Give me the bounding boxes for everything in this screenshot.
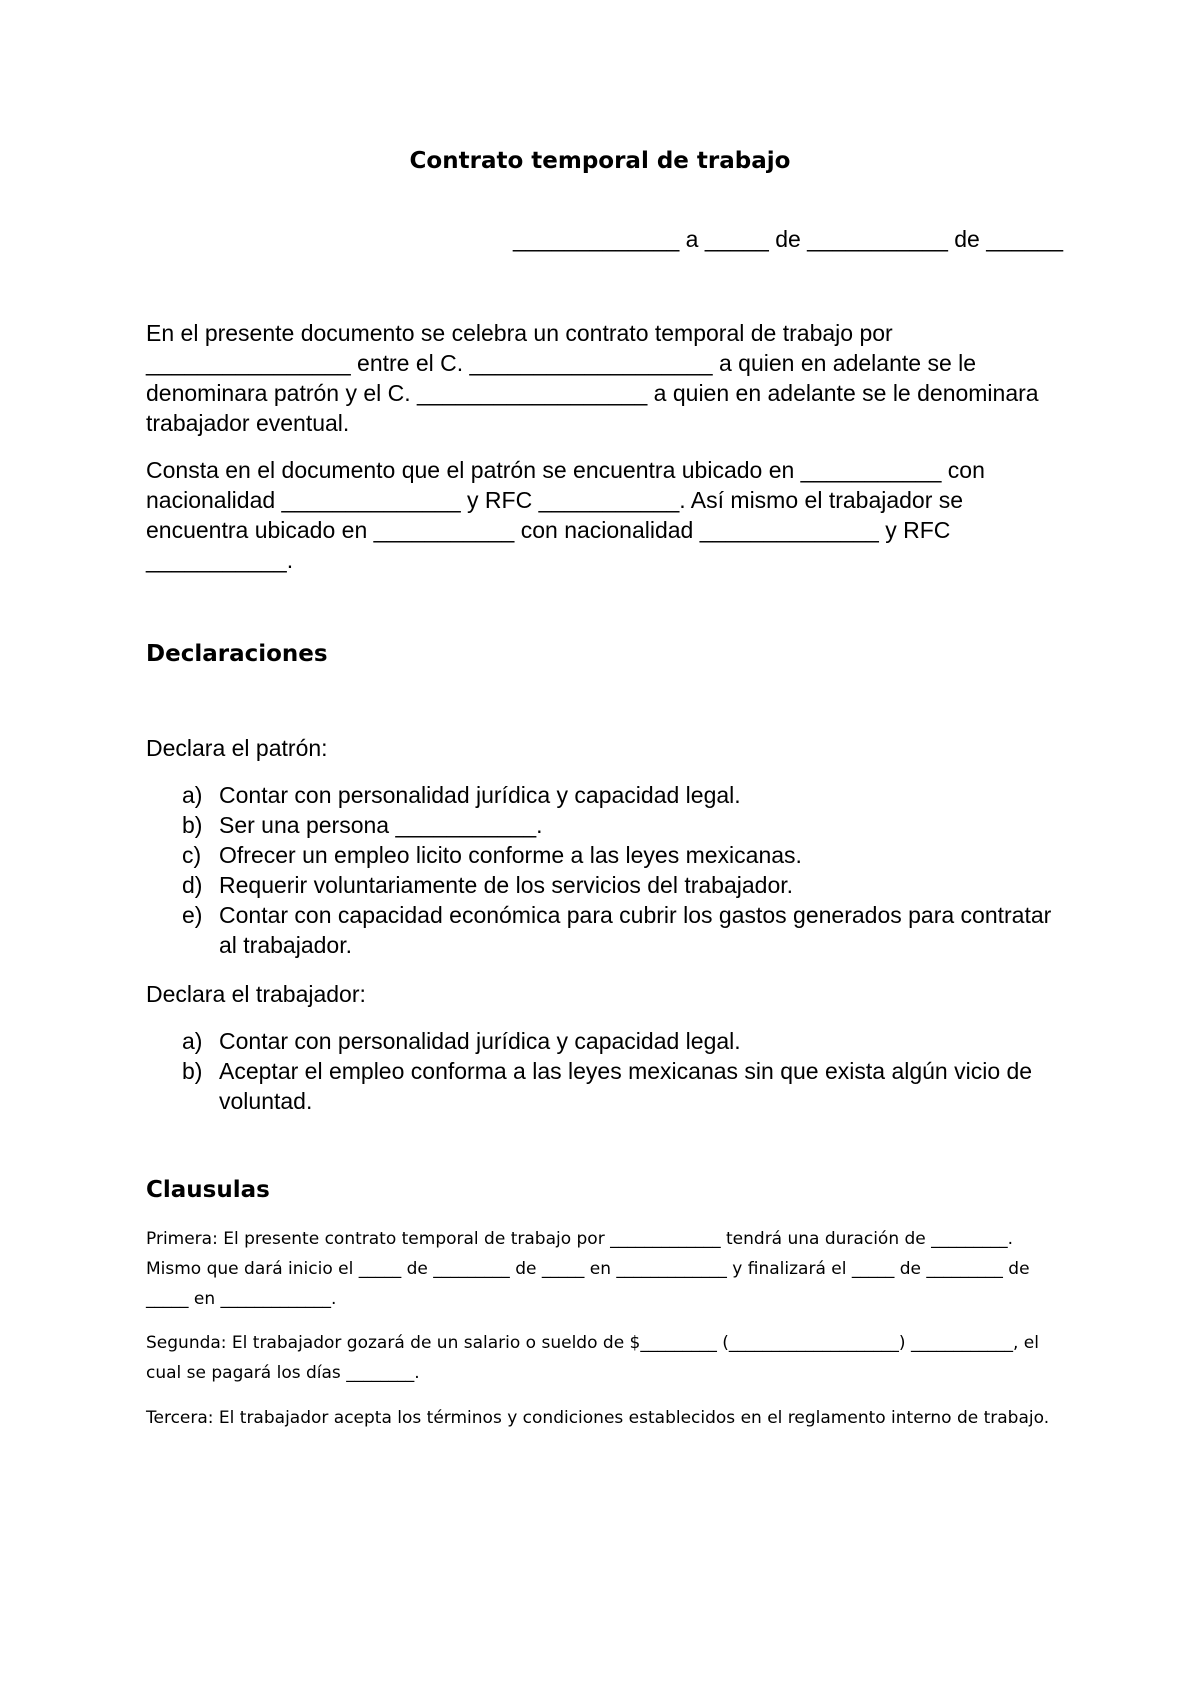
list-item-text: Contar con personalidad jurídica y capacidad legal. — [219, 1028, 741, 1054]
list-marker: e) — [182, 902, 203, 928]
clause-segunda: Segunda: El trabajador gozará de un salario o sueldo de $_________ (____________________) ____________, el cual se pagará los días ________. — [146, 1333, 1039, 1383]
list-marker: a) — [182, 1028, 203, 1054]
list-marker: d) — [182, 872, 203, 898]
clause-tercera: Tercera: El trabajador acepta los términos y condiciones establecidos en el reglamento interno de trabajo. — [146, 1408, 1050, 1428]
date-line: _____________ a _____ de ___________ de ______ — [512, 226, 1063, 252]
trabajador-declara-label: Declara el trabajador: — [146, 981, 366, 1007]
declaraciones-heading: Declaraciones — [146, 641, 328, 667]
list-marker: c) — [182, 842, 202, 868]
list-marker: b) — [182, 812, 203, 838]
intro-paragraph-2: Consta en el documento que el patrón se encuentra ubicado en ___________ con nacionalidad ______________ y RFC ___________. Así mismo el trabajador se encuentra ubicado en ___________ con nacionalidad ______________ y RFC ___________. — [146, 457, 985, 573]
list-item — [146, 900, 1066, 960]
list-item-text: Ser una persona ___________. — [219, 812, 543, 838]
document-title: Contrato temporal de trabajo — [409, 148, 791, 174]
list-item — [146, 840, 1066, 870]
list-item — [146, 810, 1066, 840]
list-item-text: Contar con capacidad económica para cubrir los gastos generados para contratar al trabajador. — [219, 902, 1052, 958]
patron-declara-label: Declara el patrón: — [146, 735, 328, 761]
trabajador-declaration-list — [146, 1026, 1066, 1116]
list-item — [146, 780, 1066, 810]
list-item — [146, 1056, 1066, 1116]
list-marker: a) — [182, 782, 203, 808]
list-item-text: Requerir voluntariamente de los servicios del trabajador. — [219, 872, 794, 898]
list-item-text: Ofrecer un empleo licito conforme a las leyes mexicanas. — [219, 842, 802, 868]
clausulas-heading: Clausulas — [146, 1177, 270, 1203]
list-item-text: Contar con personalidad jurídica y capacidad legal. — [219, 782, 741, 808]
intro-paragraph-1: En el presente documento se celebra un contrato temporal de trabajo por ________________ entre el C. ___________________ a quien en adelante se le denominara patrón y el C. __________________ a quien en adelante se le denominara trabajador eventual. — [146, 320, 1039, 436]
list-item-text: Aceptar el empleo conforma a las leyes mexicanas sin que exista algún vicio de voluntad. — [219, 1058, 1033, 1114]
list-item — [146, 870, 1066, 900]
list-marker: b) — [182, 1058, 203, 1084]
list-item — [146, 1026, 1066, 1056]
patron-declaration-list — [146, 780, 1066, 960]
clause-primera: Primera: El presente contrato temporal de trabajo por _____________ tendrá una duración de _________. Mismo que dará inicio el _____ de _________ de _____ en _____________ y finalizará el _____ de _________ de _____ en _____________. — [146, 1229, 1030, 1309]
